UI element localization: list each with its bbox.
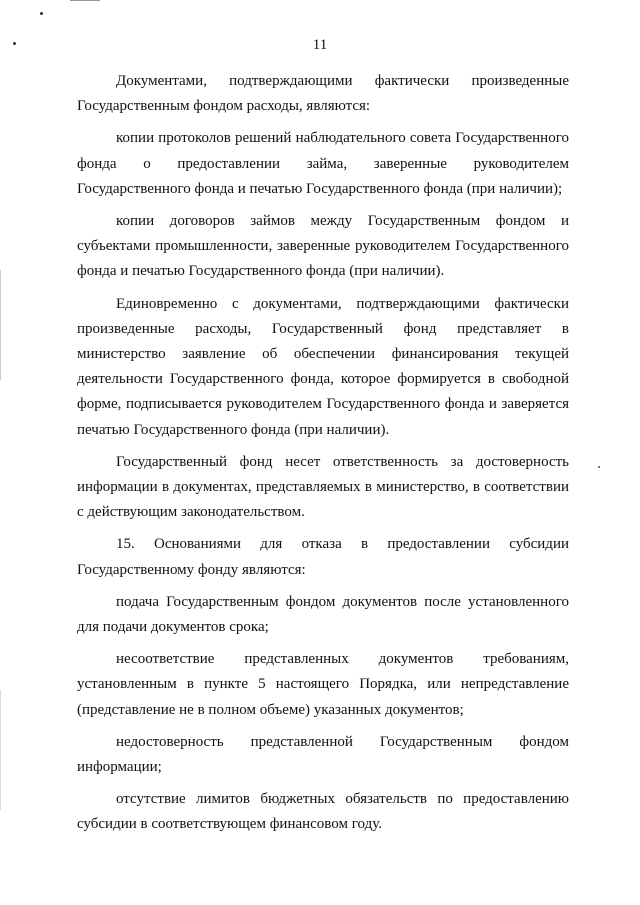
paragraph-noncompliance: несоответствие представленных документов требованиям, установленным в пункте 5 настоящего Порядка, или непредставление (представление не в полном объеме) указанных документов; [77,651,569,718]
paragraph-no-budget-limits: отсутствие лимитов бюджетных обязательств по предоставлению субсидии в соответствующем финансовом году. [77,791,569,833]
paragraph-protocol-copies: копии протоколов решений наблюдательного совета Государственного фонда о предоставлении займа, заверенные руководителем Государственного фонда и печатью Государственного фонда (при наличии); [77,130,569,197]
scan-speck [598,466,600,468]
document-body [77,69,569,845]
paragraph-financing-application: Единовременно с документами, подтверждающими фактически произведенные расходы, Государственный фонд представляет в министерство заявление об обеспечении финансирования текущей деятельности Государственного фонда, которое формируется в свободной форме, подписывается руководителем Государственного фонда и заверяется печатью Государственного фонда (при наличии). [77,295,569,438]
scan-edge-shadow [0,690,1,810]
paragraph-inaccurate-info: недостоверность представленной Государственным фондом информации; [77,733,569,776]
paragraph-refusal-grounds: 15. Основаниями для отказа в предоставлении субсидии Государственному фонду являются: [77,536,569,578]
scan-speck [40,12,43,15]
scan-edge-line [70,0,100,1]
paragraph-loan-contract-copies: копии договоров займов между Государственным фондом и субъектами промышленности, заверенные руководителем Государственного фонда и печатью Государственного фонда (при наличии). [77,213,569,280]
paragraph-fund-responsibility: Государственный фонд несет ответственность за достоверность информации в документах, представляемых в министерство, в соответствии с действующим законодательством. [77,453,569,521]
page-number: 11 [312,37,328,53]
scan-edge-shadow [0,270,1,380]
paragraph-expense-documents-intro: Документами, подтверждающими фактически произведенные Государственным фондом расходы, являются: [77,73,569,115]
paragraph-late-submission: подача Государственным фондом документов после установленного для подачи документов срока; [77,593,569,636]
